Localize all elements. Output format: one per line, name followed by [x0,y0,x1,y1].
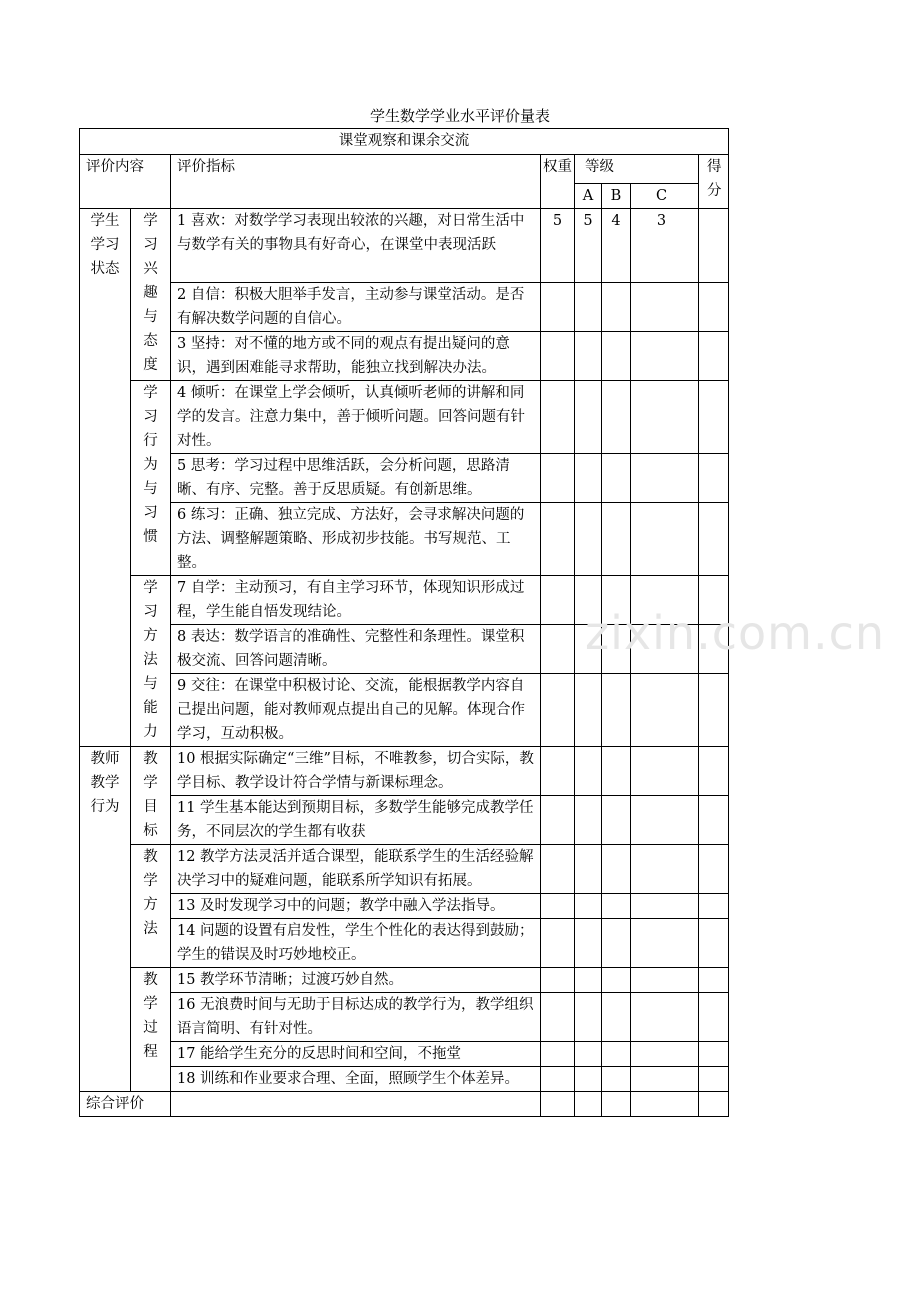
grade-b-cell[interactable] [602,993,631,1042]
grade-b-cell[interactable] [602,503,631,576]
criterion-10: 10 根据实际确定“三维”目标，不唯教参，切合实际，教学目标、教学设计符合学情与新课标理念。 [171,747,541,796]
summary-indicator-cell[interactable] [171,1092,541,1117]
grade-c-cell[interactable] [631,381,699,454]
grade-c-cell[interactable] [631,454,699,503]
grade-a-cell[interactable] [575,845,602,894]
weight-cell[interactable] [541,747,575,796]
weight-value: 5 [541,209,575,283]
score-cell[interactable] [699,747,729,796]
score-cell[interactable] [699,503,729,576]
weight-cell[interactable] [541,993,575,1042]
grade-c-cell[interactable] [631,674,699,747]
criterion-4: 4 倾听：在课堂上学会倾听，认真倾听老师的讲解和同学的发言。注意力集中，善于倾听问题。回答问题有针对性。 [171,381,541,454]
grade-b-cell[interactable] [602,845,631,894]
grade-b-cell[interactable] [602,1042,631,1067]
grade-c-cell[interactable] [631,1067,699,1092]
header-grade-b: B [602,184,631,209]
criterion-14: 14 问题的设置有启发性，学生个性化的表达得到鼓励；学生的错误及时巧妙地校正。 [171,919,541,968]
grade-b-value: 4 [602,209,631,283]
grade-b-cell[interactable] [602,332,631,381]
watermark: zixin.com.cn [585,606,886,660]
grade-a-cell[interactable] [575,894,602,919]
weight-cell[interactable] [541,332,575,381]
weight-cell[interactable] [541,894,575,919]
grade-b-cell[interactable] [602,919,631,968]
weight-cell[interactable] [541,1042,575,1067]
grade-a-cell[interactable] [575,1092,602,1117]
grade-a-cell[interactable] [575,674,602,747]
weight-cell[interactable] [541,283,575,332]
criterion-16: 16 无浪费时间与无助于目标达成的教学行为，教学组织语言简明、有针对性。 [171,993,541,1042]
score-cell[interactable] [699,209,729,283]
weight-cell[interactable] [541,1092,575,1117]
criterion-15: 15 教学环节清晰；过渡巧妙自然。 [171,968,541,993]
grade-c-cell[interactable] [631,283,699,332]
weight-cell[interactable] [541,576,575,625]
subgroup-interest-attitude: 学习兴趣与态度 [131,209,171,381]
score-cell[interactable] [699,332,729,381]
score-cell[interactable] [699,796,729,845]
weight-cell[interactable] [541,796,575,845]
grade-c-cell[interactable] [631,747,699,796]
grade-c-cell[interactable] [631,894,699,919]
criterion-17: 17 能给学生充分的反思时间和空间，不拖堂 [171,1042,541,1067]
grade-a-cell[interactable] [575,1067,602,1092]
subgroup-method-ability: 学习方法与能力 [131,576,171,747]
grade-a-cell[interactable] [575,1042,602,1067]
summary-label: 综合评价 [80,1092,171,1117]
header-indicator: 评价指标 [171,155,541,209]
score-cell[interactable] [699,454,729,503]
grade-c-cell[interactable] [631,993,699,1042]
criterion-18: 18 训练和作业要求合理、全面，照顾学生个体差异。 [171,1067,541,1092]
criterion-6: 6 练习：正确、独立完成、方法好，会寻求解决问题的方法、调整解题策略、形成初步技能。书写规范、工整。 [171,503,541,576]
subgroup-teaching-method: 教学方法 [131,845,171,968]
weight-cell[interactable] [541,1067,575,1092]
score-cell[interactable] [699,283,729,332]
score-cell[interactable] [699,993,729,1042]
grade-c-cell[interactable] [631,968,699,993]
grade-c-cell[interactable] [631,845,699,894]
header-weight: 权重 [541,155,575,209]
document-title: 学生数学学业水平评价量表 [369,107,550,125]
weight-cell[interactable] [541,968,575,993]
grade-a-cell[interactable] [575,503,602,576]
criterion-7: 7 自学：主动预习，有自主学习环节，体现知识形成过程，学生能自悟发现结论。 [171,576,541,625]
weight-cell[interactable] [541,674,575,747]
grade-b-cell[interactable] [602,381,631,454]
score-cell[interactable] [699,1067,729,1092]
grade-b-cell[interactable] [602,674,631,747]
criterion-8: 8 表达：数学语言的准确性、完整性和条理性。课堂积极交流、回答问题清晰。 [171,625,541,674]
score-cell[interactable] [699,674,729,747]
grade-b-cell[interactable] [602,796,631,845]
grade-c-cell[interactable] [631,503,699,576]
grade-b-cell[interactable] [602,1067,631,1092]
header-grade: 等级 [575,155,699,184]
subgroup-teaching-goal: 教学目标 [131,747,171,845]
grade-a-cell[interactable] [575,993,602,1042]
grade-a-cell[interactable] [575,796,602,845]
criterion-2: 2 自信：积极大胆举手发言，主动参与课堂活动。是否有解决数学问题的自信心。 [171,283,541,332]
criterion-5: 5 思考：学习过程中思维活跃，会分析问题，思路清晰、有序、完整。善于反思质疑。有创新思维。 [171,454,541,503]
grade-a-cell[interactable] [575,332,602,381]
grade-c-cell[interactable] [631,919,699,968]
weight-cell[interactable] [541,503,575,576]
weight-cell[interactable] [541,454,575,503]
grade-a-cell[interactable] [575,919,602,968]
grade-a-value: 5 [575,209,602,283]
header-grade-a: A [575,184,602,209]
group-student-status: 学生学习状态 [80,209,131,747]
grade-a-cell[interactable] [575,381,602,454]
weight-cell[interactable] [541,625,575,674]
grade-c-cell[interactable] [631,796,699,845]
header-grade-c: C [631,184,699,209]
subgroup-teaching-process: 教学过程 [131,968,171,1092]
criterion-13: 13 及时发现学习中的问题；教学中融入学法指导。 [171,894,541,919]
grade-b-cell[interactable] [602,894,631,919]
grade-a-cell[interactable] [575,747,602,796]
grade-c-cell[interactable] [631,1042,699,1067]
score-cell[interactable] [699,919,729,968]
grade-b-cell[interactable] [602,968,631,993]
criterion-1: 1 喜欢：对数学学习表现出较浓的兴趣，对日常生活中与数学有关的事物具有好奇心，在课堂中表现活跃 [171,209,541,283]
subgroup-behavior-habit: 学习行为与习惯 [131,381,171,576]
grade-a-cell[interactable] [575,454,602,503]
weight-cell[interactable] [541,845,575,894]
score-cell[interactable] [699,381,729,454]
criterion-11: 11 学生基本能达到预期目标，多数学生能够完成教学任务，不同层次的学生都有收获 [171,796,541,845]
grade-c-cell[interactable] [631,1092,699,1117]
score-cell[interactable] [699,968,729,993]
grade-a-cell[interactable] [575,968,602,993]
grade-c-value: 3 [631,209,699,283]
criterion-12: 12 教学方法灵活并适合课型，能联系学生的生活经验解决学习中的疑难问题，能联系所学知识有拓展。 [171,845,541,894]
score-cell[interactable] [699,894,729,919]
score-cell[interactable] [699,1042,729,1067]
score-cell[interactable] [699,1092,729,1117]
weight-cell[interactable] [541,381,575,454]
grade-c-cell[interactable] [631,332,699,381]
criterion-9: 9 交往：在课堂中积极讨论、交流，能根据教学内容自己提出问题，能对教师观点提出自己的见解。体现合作学习，互动积极。 [171,674,541,747]
grade-b-cell[interactable] [602,283,631,332]
section-header: 课堂观察和课余交流 [80,129,729,155]
header-content: 评价内容 [80,155,171,209]
grade-b-cell[interactable] [602,1092,631,1117]
grade-b-cell[interactable] [602,454,631,503]
criterion-3: 3 坚持：对不懂的地方或不同的观点有提出疑问的意识，遇到困难能寻求帮助，能独立找到解决办法。 [171,332,541,381]
weight-cell[interactable] [541,919,575,968]
grade-a-cell[interactable] [575,283,602,332]
grade-b-cell[interactable] [602,747,631,796]
score-cell[interactable] [699,845,729,894]
group-teacher-behavior: 教师教学行为 [80,747,131,1092]
header-score: 得分 [699,155,729,209]
